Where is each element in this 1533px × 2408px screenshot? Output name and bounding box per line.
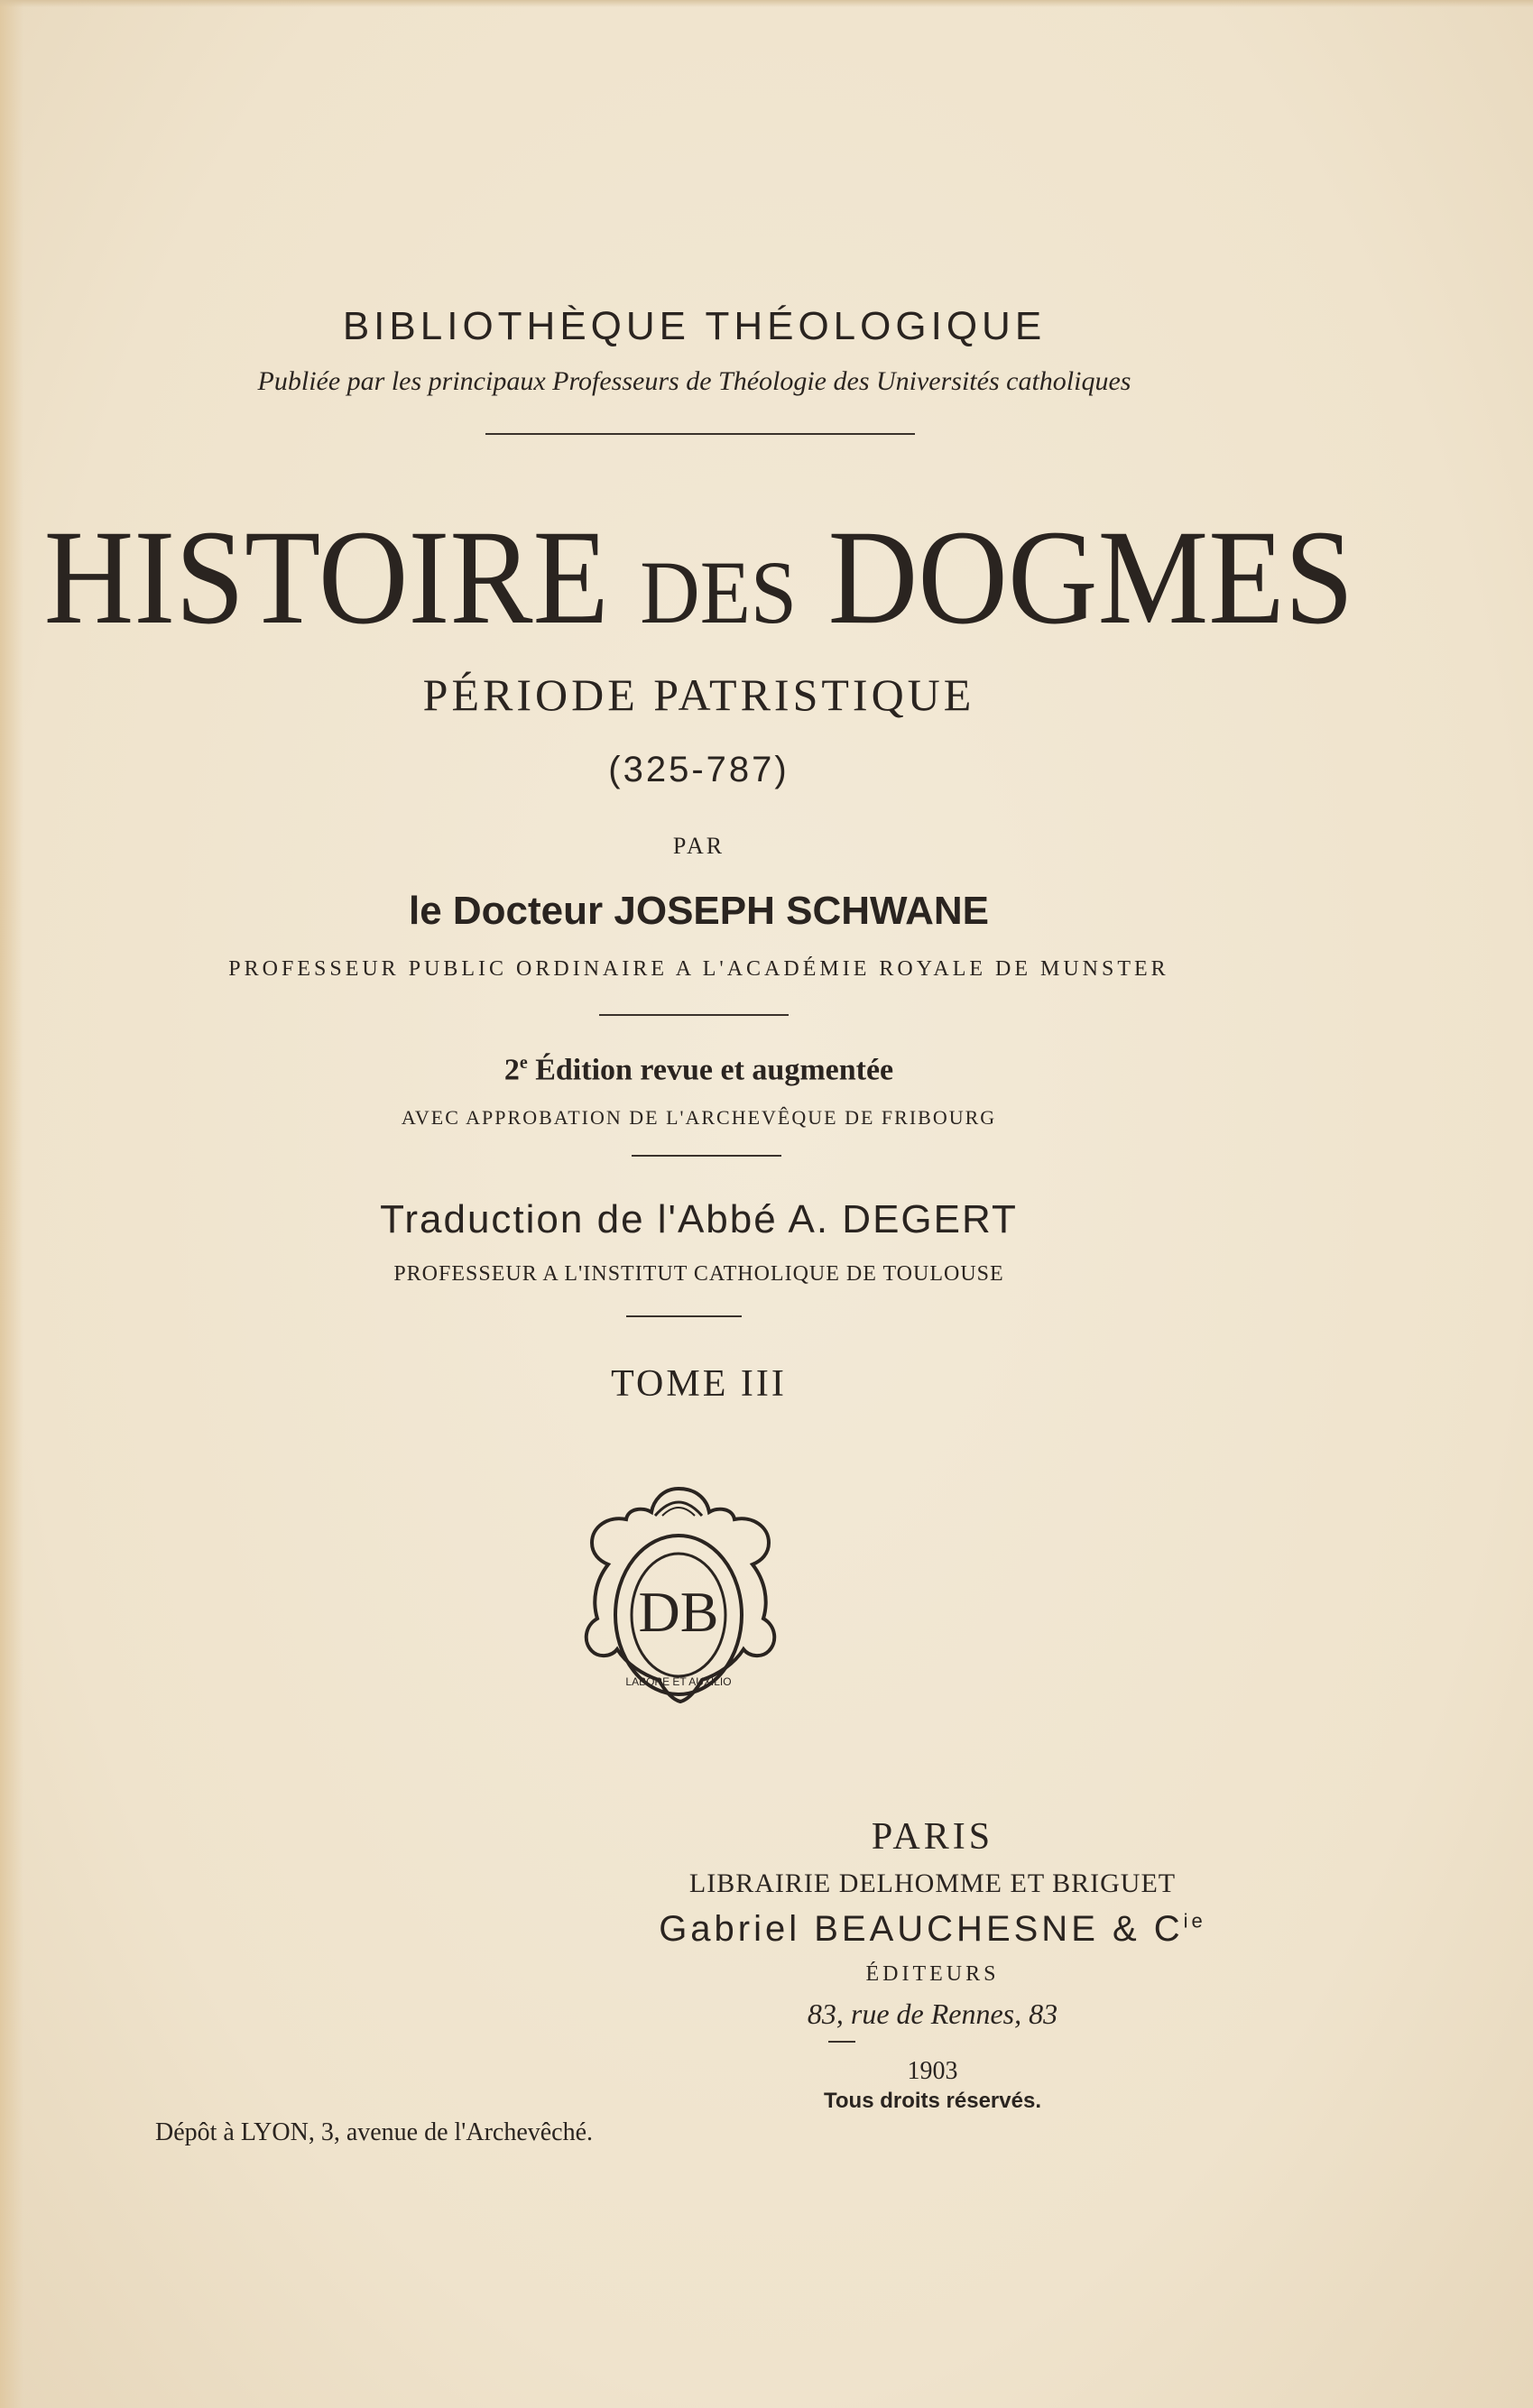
rule-divider bbox=[599, 1014, 789, 1016]
translator-description: PROFESSEUR A L'INSTITUT CATHOLIQUE DE TOULOUSE bbox=[393, 1262, 1004, 1286]
series-note: Publiée par les principaux Professeurs de Théologie des Universités catholiques bbox=[257, 366, 1131, 396]
book-title bbox=[0, 503, 1404, 652]
publisher-colophon bbox=[561, 1480, 796, 1732]
publisher-sup: ie bbox=[1183, 1909, 1206, 1933]
colophon-motto: LABORE ET AUXILIO bbox=[625, 1675, 732, 1688]
edition-sup: e bbox=[519, 1053, 528, 1073]
depot-note: Dépôt à LYON, 3, avenue de l'Archevêché. bbox=[155, 2118, 594, 2146]
author-name: JOSEPH SCHWANE bbox=[614, 889, 990, 933]
edition-text: Édition revue et augmentée bbox=[535, 1053, 894, 1087]
approbation: AVEC APPROBATION DE L'ARCHEVÊQUE DE FRIBOURG bbox=[401, 1106, 997, 1129]
series-title: BIBLIOTHÈQUE THÉOLOGIQUE bbox=[342, 304, 1047, 348]
title-part-2: DES bbox=[640, 542, 798, 642]
paper-edge-top bbox=[0, 0, 1533, 7]
imprint-editeurs: ÉDITEURS bbox=[865, 1962, 1000, 1986]
rule-divider bbox=[632, 1155, 781, 1157]
period-dates: (325-787) bbox=[608, 750, 790, 789]
by-label: PAR bbox=[672, 833, 725, 859]
publisher-name: Gabriel BEAUCHESNE & C bbox=[659, 1909, 1184, 1949]
author-prefix: le Docteur bbox=[408, 889, 604, 933]
rule-divider bbox=[485, 433, 915, 435]
imprint-librairie: LIBRAIRIE DELHOMME ET BRIGUET bbox=[688, 1868, 1177, 1898]
rule-divider bbox=[626, 1315, 742, 1317]
imprint-year: 1903 bbox=[907, 2057, 958, 2085]
rule-divider bbox=[828, 2041, 855, 2043]
translator-line: Traduction de l'Abbé A. DEGERT bbox=[380, 1197, 1018, 1241]
edition-number: 2 bbox=[503, 1053, 520, 1087]
imprint-city: PARIS bbox=[871, 1816, 994, 1858]
imprint-address: 83, rue de Rennes, 83 bbox=[807, 1997, 1058, 2030]
colophon-shell-inner bbox=[662, 1508, 695, 1516]
author-description: PROFESSEUR PUBLIC ORDINAIRE A L'ACADÉMIE ROYALE DE MUNSTER bbox=[228, 957, 1169, 981]
imprint-rights: Tous droits réservés. bbox=[824, 2089, 1041, 2113]
title-part-3: DOGMES bbox=[827, 503, 1354, 652]
volume-label: TOME III bbox=[611, 1363, 787, 1405]
title-part-1: HISTOIRE bbox=[43, 503, 609, 652]
colophon-shell bbox=[655, 1502, 702, 1516]
author-line bbox=[0, 891, 1465, 931]
imprint-publisher bbox=[166, 1911, 1533, 1947]
colophon-monogram: DB bbox=[638, 1580, 719, 1644]
book-subtitle: PÉRIODE PATRISTIQUE bbox=[422, 669, 975, 720]
edition-line bbox=[0, 1054, 1465, 1085]
